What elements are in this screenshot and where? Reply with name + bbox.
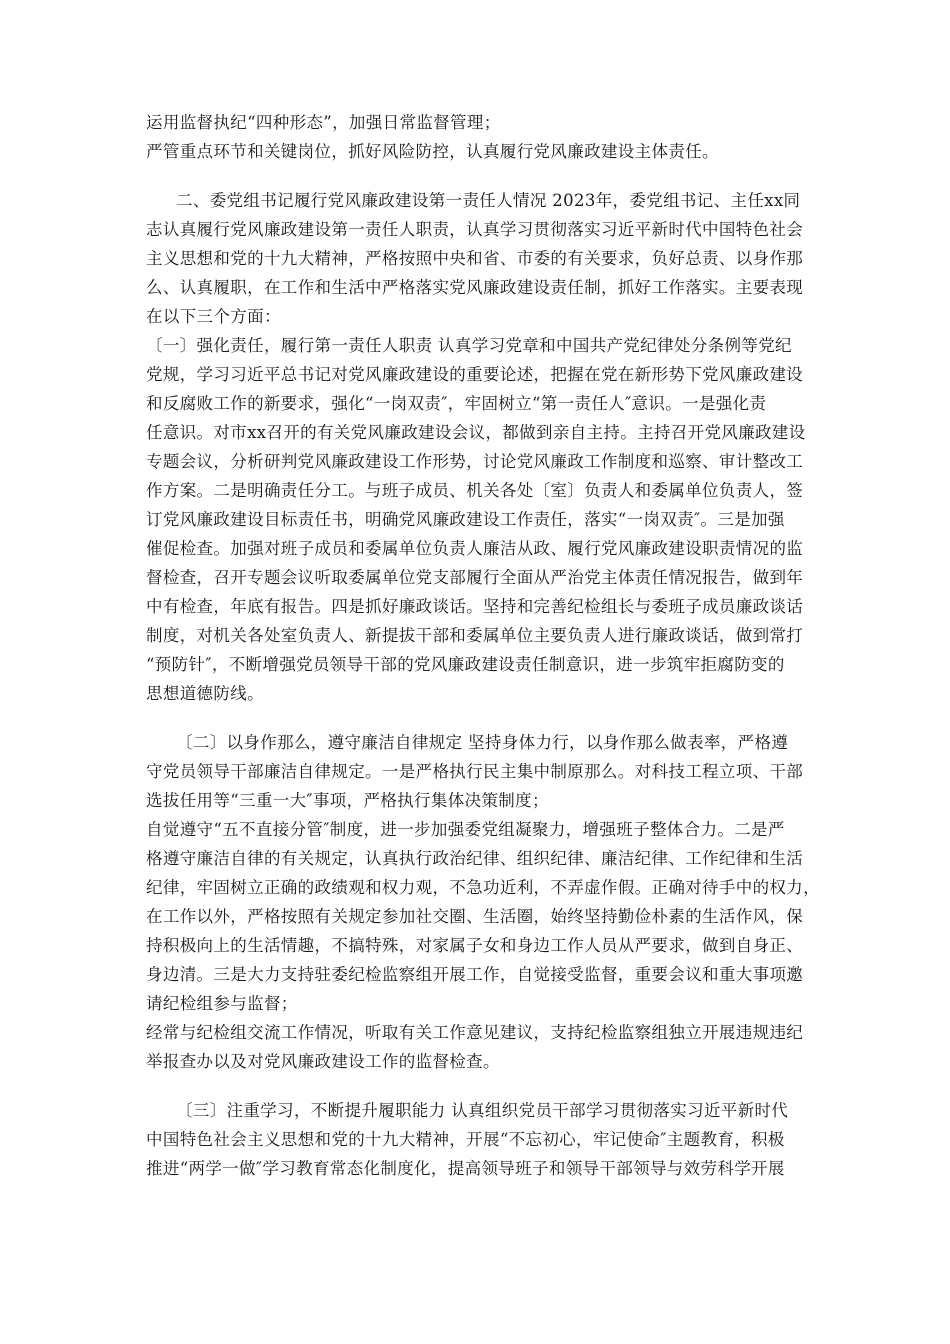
text-line: 运用监督执纪“四种形态”，加强日常监督管理； xyxy=(146,113,501,132)
paragraph-gap xyxy=(146,1076,810,1096)
text-line: 身边清。三是大力支持驻委纪检监察组开展工作，自觉接受监督，重要会议和重大事项邀 xyxy=(146,965,804,984)
text-line: 制度，对机关各处室负责人、新提拔干部和委属单位主要负责人进行廉政谈话，做到常打 xyxy=(146,626,804,645)
text-line: 选拔任用等“三重一大″事项，严格执行集体决策制度； xyxy=(146,791,549,810)
text-line: 专题会议，分析研判党风廉政建设工作形势，讨论党风廉政工作制度和巡察、审计整改工 xyxy=(146,452,804,471)
text-line: 作方案。二是明确责任分工。与班子成员、机关各处〔室〕负责人和委属单位负责人，签 xyxy=(146,481,804,500)
text-line: 举报查办以及对党风廉政建设工作的监督检查。 xyxy=(146,1052,500,1071)
text-line: 〔二〕以身作那么，遵守廉洁自律规定 坚持身体力行，以身作那么做表率，严格遵 xyxy=(176,733,789,752)
text-line: 在工作以外，严格按照有关规定参加社交圈、生活圈，始终坚持勤俭朴素的生活作风，保 xyxy=(146,907,804,926)
paragraph-1 xyxy=(146,108,810,137)
text-line: 任意识。对市xx召开的有关党风廉政建设会议，都做到亲自主持。主持召开党风廉政建设 xyxy=(146,423,806,442)
text-line: 经常与纪检组交流工作情况，听取有关工作意见建议，支持纪检监察组独立开展违规违纪 xyxy=(146,1023,804,1042)
text-line: 督检查，召开专题会议听取委属单位党支部履行全面从严治党主体责任情况报告，做到年 xyxy=(146,568,804,587)
paragraph-gap xyxy=(146,166,810,186)
text-line: 催促检查。加强对班子成员和委属单位负责人廉洁从政、履行党风廉政建设职责情况的监 xyxy=(146,539,804,558)
text-line: “预防针″，不断增强党员领导干部的党风廉政建设责任制意识，进一步筑牢拒腐防变的 xyxy=(146,655,785,674)
text-line: 志认真履行党风廉政建设第一责任人职责，认真学习贯彻落实习近平新时代中国特色社会 xyxy=(146,220,804,239)
paragraph-item-two-final xyxy=(146,1018,810,1076)
text-line: 请纪检组参与监督； xyxy=(146,994,298,1013)
paragraph-item-one xyxy=(146,331,810,708)
text-line: 中国特色社会主义思想和党的十九大精神，开展“不忘初心，牢记使命″主题教育，积极 xyxy=(146,1130,785,1149)
text-line: 持积极向上的生活情趣，不搞特殊，对家属子女和身边工作人员从严要求，做到自身正、 xyxy=(146,936,804,955)
text-line: 自觉遵守“五不直接分管″制度，进一步加强委党组凝聚力，增强班子整体合力。二是严 xyxy=(146,820,785,839)
text-line: 纪律，牢固树立正确的政绩观和权力观，不急功近利，不弄虚作假。正确对待手中的权力， xyxy=(146,878,820,897)
paragraph-item-two-continued xyxy=(146,815,820,1018)
text-line: 推进“两学一做″学习教育常态化制度化，提高领导班子和领导干部领导与效劳科学开展 xyxy=(146,1159,785,1178)
text-line: 么、认真履职，在工作和生活中严格落实党风廉政建设责任制，抓好工作落实。主要表现 xyxy=(146,278,804,297)
text-line: 和反腐败工作的新要求，强化“一岗双责″，牢固树立“第一责任人″意识。一是强化责 xyxy=(146,394,767,413)
text-line: 主义思想和党的十九大精神，严格按照中央和省、市委的有关要求，负好总责、以身作那 xyxy=(146,249,804,268)
text-line: 〔三〕注重学习，不断提升履职能力 认真组织党员干部学习贯彻落实习近平新时代 xyxy=(176,1101,789,1120)
text-line: 中有检查，年底有报告。四是抓好廉政谈话。坚持和完善纪检组长与委班子成员廉政谈话 xyxy=(146,597,804,616)
paragraph-item-three xyxy=(146,1096,810,1183)
text-line: 订党风廉政建设目标责任书，明确党风廉政建设工作责任，落实“一岗双责″。三是加强 xyxy=(146,510,785,529)
text-line: 二、委党组书记履行党风廉政建设第一责任人情况 2023年，委党组书记、主任xx同 xyxy=(176,191,801,210)
document-page xyxy=(146,108,820,1183)
text-line: 思想道德防线。 xyxy=(146,684,264,703)
text-line: 守党员领导干部廉洁自律规定。一是严格执行民主集中制原那么。对科技工程立项、干部 xyxy=(146,762,804,781)
text-line: 在以下三个方面： xyxy=(146,307,281,326)
text-line: 严管重点环节和关键岗位，抓好风险防控，认真履行党风廉政建设主体责任。 xyxy=(146,142,719,161)
paragraph-2 xyxy=(146,137,810,166)
text-line: 格遵守廉洁自律的有关规定，认真执行政治纪律、组织纪律、廉洁纪律、工作纪律和生活 xyxy=(146,849,804,868)
paragraph-gap xyxy=(146,708,810,728)
paragraph-section-two xyxy=(146,186,810,331)
text-line: 党规，学习习近平总书记对党风廉政建设的重要论述，把握在党在新形势下党风廉政建设 xyxy=(146,365,804,384)
text-line: 〔一〕强化责任，履行第一责任人职责 认真学习党章和中国共产党纪律处分条例等党纪 xyxy=(146,336,792,355)
paragraph-item-two xyxy=(146,728,810,815)
